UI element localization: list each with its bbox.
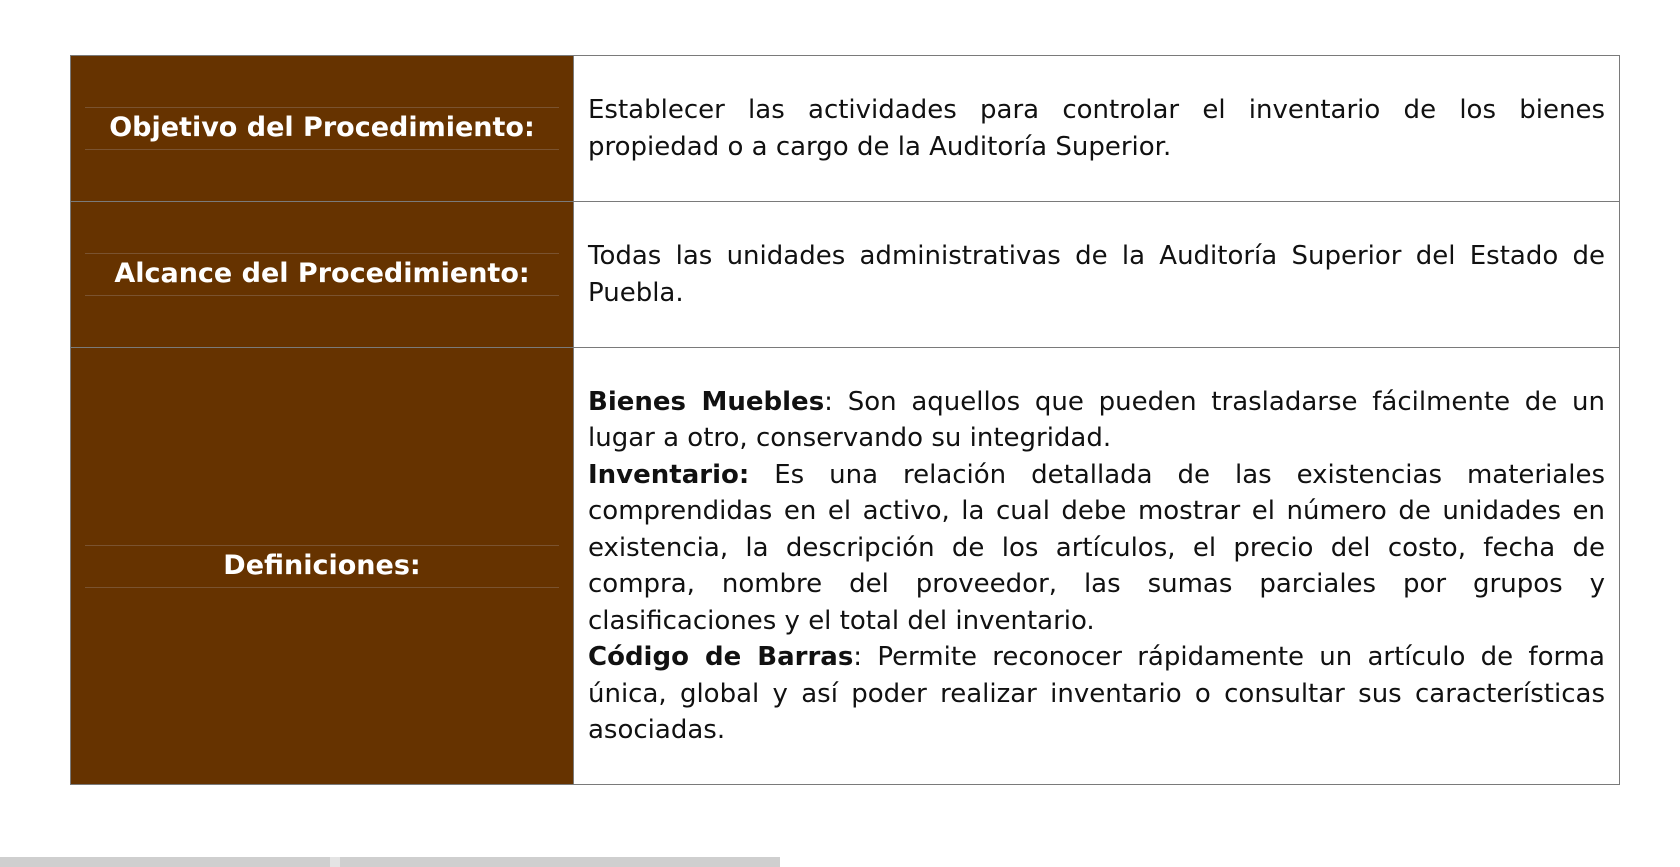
definition-term: Código de Barras bbox=[588, 642, 854, 672]
scope-content-cell bbox=[574, 202, 1620, 348]
definition-item bbox=[588, 639, 1605, 749]
definition-term: Bienes Muebles bbox=[588, 386, 825, 417]
scope-label-cell bbox=[71, 202, 574, 348]
definitions-content-cell bbox=[574, 348, 1620, 785]
procedure-table bbox=[70, 55, 1620, 785]
definitions-label: Definiciones: bbox=[85, 545, 559, 588]
objective-text: Establecer las actividades para controlar el inventario de los bienes propiedad o a cargo de la Auditoría Superior. bbox=[588, 95, 1605, 162]
definition-separator: : bbox=[853, 642, 878, 672]
definition-item bbox=[588, 384, 1605, 457]
scope-text: Todas las unidades administrativas de la Auditoría Superior del Estado de Puebla. bbox=[588, 241, 1605, 308]
definition-text: Son aquellos que pueden trasladarse fácilmente de un lugar a otro, conservando su integridad. bbox=[588, 386, 1606, 453]
definition-separator: : bbox=[824, 386, 848, 417]
scope-label: Alcance del Procedimiento: bbox=[85, 253, 559, 296]
definition-text: Es una relación detallada de las existencias materiales comprendidas en el activo, la cual debe mostrar el número de unidades en existencia, la descripción de los artículos, el precio del costo, fecha de compra, nombre del proveedor, las sumas parciales por grupos y clasificaciones y el total del inventario. bbox=[588, 459, 1606, 636]
page-scrollbar-track[interactable] bbox=[0, 857, 780, 867]
definition-term: Inventario: bbox=[588, 459, 750, 490]
definitions-label-cell bbox=[71, 348, 574, 785]
definitions-row bbox=[71, 348, 1620, 785]
objective-content-cell bbox=[574, 56, 1620, 202]
objective-label: Objetivo del Procedimiento: bbox=[85, 107, 559, 150]
scope-row bbox=[71, 202, 1620, 348]
objective-row bbox=[71, 56, 1620, 202]
definition-item bbox=[588, 457, 1605, 640]
objective-label-cell bbox=[71, 56, 574, 202]
definition-separator bbox=[749, 460, 774, 490]
page-scrollbar-divider bbox=[330, 857, 340, 867]
definition-text: Permite reconocer rápidamente un artículo de forma única, global y así poder realizar inventario o consultar sus características asociadas. bbox=[588, 642, 1605, 745]
